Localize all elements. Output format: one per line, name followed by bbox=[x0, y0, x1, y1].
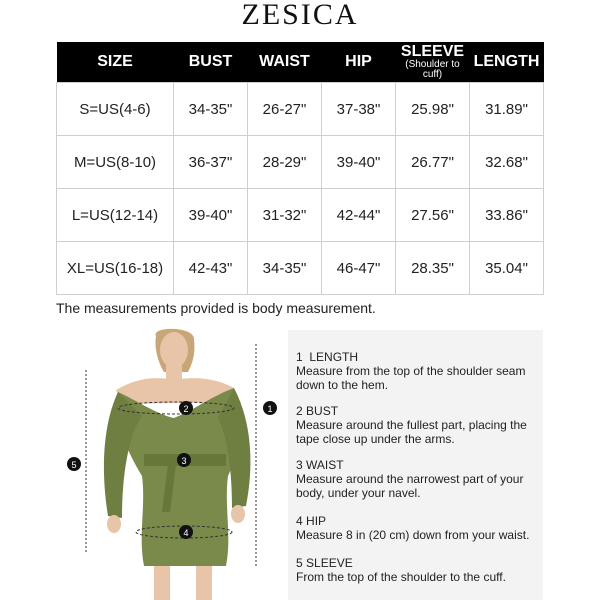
header-bust: BUST bbox=[174, 42, 248, 83]
table-cell: 35.04" bbox=[470, 242, 544, 295]
marker-4 bbox=[179, 525, 193, 539]
table-cell: 26-27" bbox=[248, 83, 322, 136]
marker-2 bbox=[179, 401, 193, 415]
marker-5 bbox=[67, 457, 81, 471]
size-chart-table bbox=[56, 42, 544, 295]
guide-item-sleeve bbox=[296, 556, 541, 584]
measurement-guide-panel bbox=[288, 330, 543, 600]
table-cell: 39-40" bbox=[322, 136, 396, 189]
model-face bbox=[160, 332, 188, 368]
table-cell: M=US(8-10) bbox=[57, 136, 174, 189]
guide-item-description: Measure around the fullest part, placing the tape close up under the arms. bbox=[296, 418, 527, 446]
table-cell: 42-43" bbox=[174, 242, 248, 295]
guide-item-heading: 1 LENGTH bbox=[296, 350, 359, 364]
table-cell: 37-38" bbox=[322, 83, 396, 136]
marker-1 bbox=[263, 401, 277, 415]
table-cell: 28.35" bbox=[396, 242, 470, 295]
header-size: SIZE bbox=[57, 42, 174, 83]
marker-3 bbox=[177, 453, 191, 467]
brand-logo: ZESICA bbox=[241, 0, 359, 31]
svg-text:2: 2 bbox=[183, 404, 189, 414]
header-hip: HIP bbox=[322, 42, 396, 83]
header-sleeve bbox=[396, 42, 470, 83]
guide-item-heading: 5 SLEEVE bbox=[296, 556, 353, 570]
model-leg-right bbox=[196, 566, 212, 600]
model-hand-left bbox=[107, 515, 121, 533]
model-neck bbox=[166, 364, 182, 380]
measurement-note: The measurements provided is body measurement. bbox=[56, 300, 376, 316]
table-cell: 32.68" bbox=[470, 136, 544, 189]
table-cell: 39-40" bbox=[174, 189, 248, 242]
guide-item-length bbox=[296, 350, 541, 392]
model-leg-left bbox=[154, 566, 170, 600]
table-row bbox=[57, 189, 544, 242]
guide-item-heading: 3 WAIST bbox=[296, 458, 344, 472]
table-cell: XL=US(16-18) bbox=[57, 242, 174, 295]
svg-text:4: 4 bbox=[183, 528, 189, 538]
table-row bbox=[57, 83, 544, 136]
table-row bbox=[57, 136, 544, 189]
guide-item-description: Measure from the top of the shoulder seam down to the hem. bbox=[296, 364, 526, 392]
table-cell: 31-32" bbox=[248, 189, 322, 242]
table-cell: 36-37" bbox=[174, 136, 248, 189]
svg-text:1: 1 bbox=[267, 404, 273, 414]
guide-item-bust bbox=[296, 404, 541, 446]
table-cell: 28-29" bbox=[248, 136, 322, 189]
svg-text:5: 5 bbox=[71, 460, 77, 470]
guide-item-heading: 4 HIP bbox=[296, 514, 327, 528]
table-cell: S=US(4-6) bbox=[57, 83, 174, 136]
header-sleeve-label: SLEEVE bbox=[400, 43, 465, 60]
table-cell: 26.77" bbox=[396, 136, 470, 189]
svg-text:3: 3 bbox=[181, 456, 187, 466]
header-sleeve-sub: (Shoulder to cuff) bbox=[405, 59, 460, 80]
guide-item-hip bbox=[296, 514, 541, 542]
guide-item-waist bbox=[296, 458, 541, 500]
table-cell: 27.56" bbox=[396, 189, 470, 242]
header-length: LENGTH bbox=[470, 42, 544, 83]
table-cell: 31.89" bbox=[470, 83, 544, 136]
table-cell: 25.98" bbox=[396, 83, 470, 136]
model-hand-right bbox=[231, 505, 245, 523]
guide-item-heading: 2 BUST bbox=[296, 404, 339, 418]
table-cell: 34-35" bbox=[248, 242, 322, 295]
guide-item-description: Measure 8 in (20 cm) down from your waist. bbox=[296, 528, 530, 542]
model-figure bbox=[56, 326, 286, 600]
guide-item-description: From the top of the shoulder to the cuff. bbox=[296, 570, 506, 584]
header-waist: WAIST bbox=[248, 42, 322, 83]
table-row bbox=[57, 242, 544, 295]
table-cell: 46-47" bbox=[322, 242, 396, 295]
table-cell: L=US(12-14) bbox=[57, 189, 174, 242]
table-cell: 33.86" bbox=[470, 189, 544, 242]
table-cell: 34-35" bbox=[174, 83, 248, 136]
table-cell: 42-44" bbox=[322, 189, 396, 242]
table-header-row bbox=[57, 42, 544, 83]
guide-item-description: Measure around the narrowest part of your body, under your navel. bbox=[296, 472, 524, 500]
